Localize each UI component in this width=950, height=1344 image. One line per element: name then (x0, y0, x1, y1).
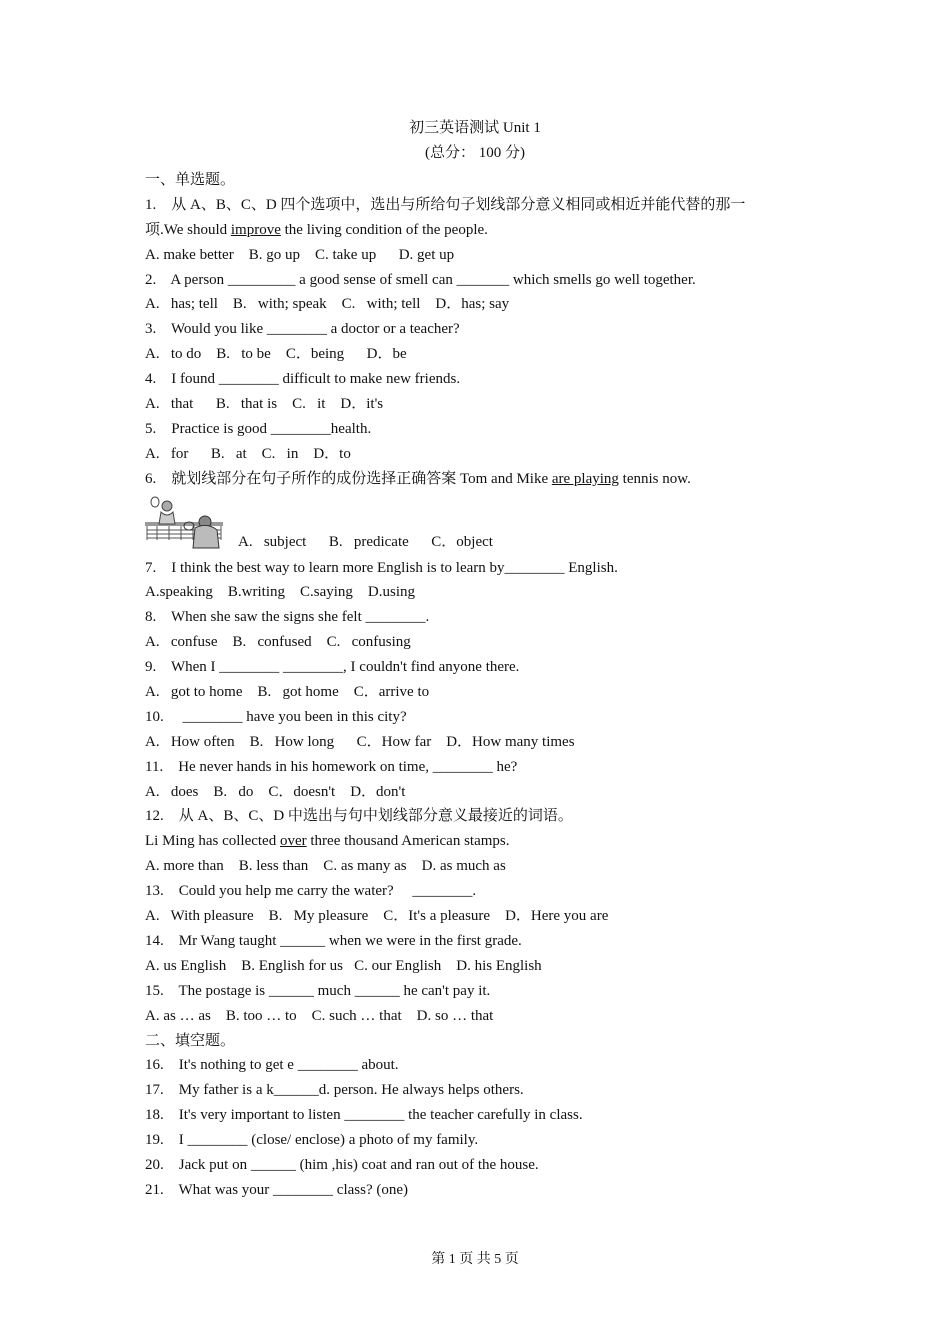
question-20: 20. Jack put on ______ (him ,his) coat and ran out of the house. (145, 1156, 539, 1173)
question-17: 17. My father is a k______d. person. He always helps others. (145, 1082, 524, 1099)
underlined-word: over (279, 833, 307, 850)
total-score: (总分： 100 分) (425, 145, 525, 161)
question-4: 4. I found ________ difficult to make new friends. (145, 371, 461, 388)
question-3: 3. Would you like ________ a doctor or a teacher? (145, 321, 460, 338)
question-5-options: A. for B. at C. in D．to (145, 445, 351, 462)
question-1-instruction: 1. 从 A、B、C、D 四个选项中，选出与所给句子划线部分意义相同或相近并能代替的那一 (145, 196, 746, 213)
question-12-instruction: 12. 从 A、B、C、D 中选出与句中划线部分意义最接近的词语。 (145, 808, 573, 825)
question-13-options: A. With pleasure B. My pleasure C．It's a pleasure D．Here you are (145, 908, 609, 925)
exam-content (145, 168, 815, 1203)
question-16: 16. It's nothing to get e ________ about. (145, 1057, 399, 1074)
page-title: 初三英语测试 Unit 1 (409, 120, 541, 136)
section-heading-fill-in: 二、填空题。 (145, 1032, 236, 1049)
question-9: 9. When I ________ ________, I couldn't find anyone there. (145, 659, 520, 676)
question-12-options: A. more than B. less than C. as many as D. as much as (145, 858, 506, 875)
question-6-image-row (145, 492, 815, 556)
question-3-options: A. to do B. to be C．being D．be (145, 346, 407, 363)
question-10: 10. ________ have you been in this city? (145, 708, 407, 725)
question-1-sentence: 项.We should improve the living condition of the people. (145, 221, 488, 238)
question-14: 14. Mr Wang taught ______ when we were in the first grade. (145, 932, 522, 949)
question-21: 21. What was your ________ class? (one) (145, 1181, 408, 1198)
question-11-options: A. does B. do C．doesn't D．don't (145, 783, 406, 800)
question-14-options: A. us English B. English for us C. our English D. his English (145, 957, 542, 974)
question-18: 18. It's very important to listen ________ the teacher carefully in class. (145, 1107, 583, 1124)
question-8: 8. When she saw the signs she felt ________. (145, 609, 430, 626)
question-15: 15. The postage is ______ much ______ he can't pay it. (145, 982, 491, 999)
section-heading-single-choice: 一、单选题。 (145, 172, 236, 188)
question-7-options: A.speaking B.writing C.saying D.using (145, 584, 415, 601)
question-2-options: A. has; tell B. with; speak C. with; tell D．has; say (145, 296, 510, 313)
question-4-options: A. that B. that is C. it D．it's (145, 396, 384, 413)
question-6-options: A. subject B. predicate C．object (238, 533, 493, 550)
question-2: 2. A person _________ a good sense of smell can _______ which smells go well together. (145, 271, 696, 288)
question-6: 6. 就划线部分在句子所作的成份选择正确答案 Tom and Mike are playing tennis now. (145, 470, 691, 487)
tennis-players-illustration-icon (145, 496, 223, 554)
underlined-phrase: are playing (551, 470, 619, 487)
question-12-sentence: Li Ming has collected over three thousand American stamps. (145, 833, 510, 850)
question-19: 19. I ________ (close/ enclose) a photo of my family. (145, 1132, 479, 1149)
question-8-options: A. confuse B. confused C. confusing (145, 634, 411, 651)
page-number: 第 1 页 共 5 页 (431, 1252, 519, 1267)
question-11: 11. He never hands in his homework on time, ________ he? (145, 758, 518, 775)
question-13: 13. Could you help me carry the water? ________. (145, 883, 477, 900)
question-9-options: A. got to home B. got home C．arrive to (145, 684, 430, 701)
question-10-options: A. How often B. How long C．How far D．How many times (145, 733, 575, 750)
question-1-options: A. make better B. go up C. take up D. get up (145, 246, 455, 263)
question-15-options: A. as … as B. too … to C. such … that D. so … that (145, 1007, 494, 1024)
question-7: 7. I think the best way to learn more English is to learn by________ English. (145, 559, 618, 576)
question-5: 5. Practice is good ________health. (145, 420, 372, 437)
underlined-word: improve (230, 221, 281, 238)
